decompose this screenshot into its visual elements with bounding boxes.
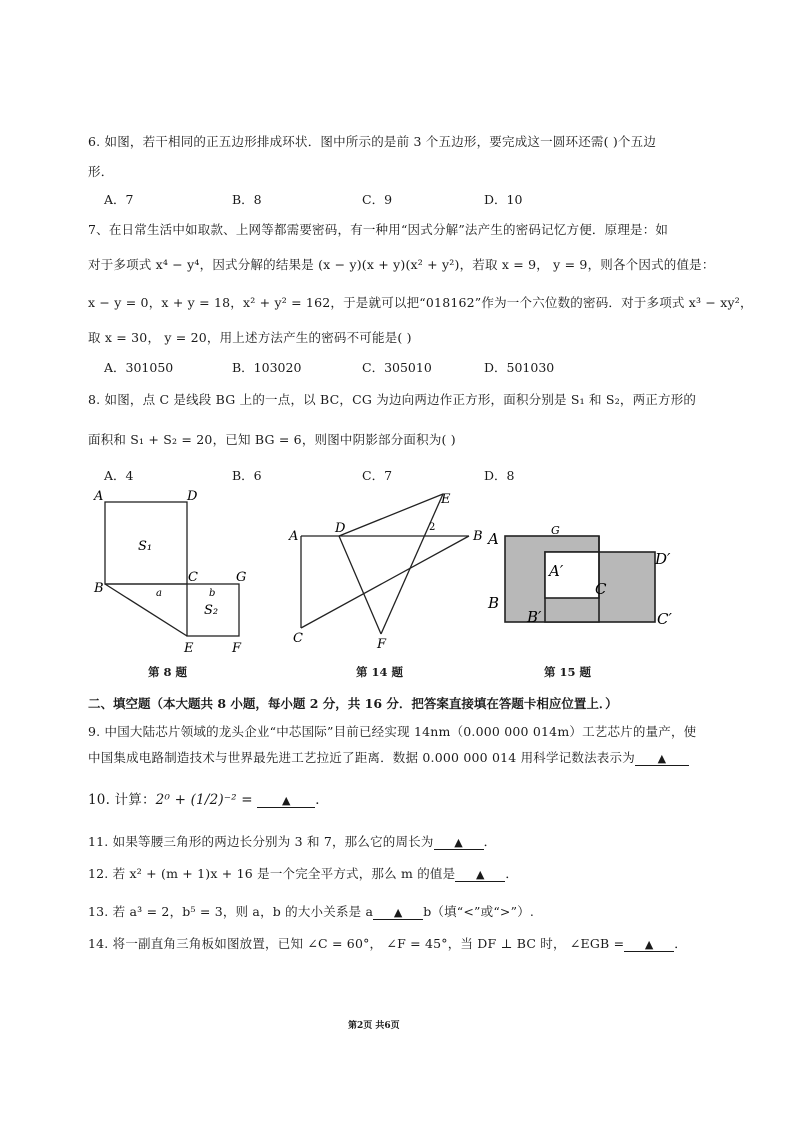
q6-option-d: D．10 (484, 192, 523, 207)
q7-option-c: C．305010 (362, 360, 432, 375)
q8-option-c: C．7 (362, 468, 393, 483)
label-g: G (236, 570, 247, 585)
label-a: A (94, 489, 104, 504)
label-b-small: b (209, 588, 216, 599)
angle-mark: 2 (429, 522, 436, 533)
label-s2: S₂ (204, 603, 219, 618)
q8-option-b: B．6 (232, 468, 262, 483)
segment-be (105, 584, 187, 636)
q7-line1: 7、在日常生活中如取款、上网等都需要密码，有一种用“因式分解”法产生的密码记忆方便．原理是：如 (88, 222, 669, 237)
label-a-small: a (156, 588, 162, 599)
label-c: C (595, 580, 607, 598)
q12-text: 12. 若 x² + (m + 1)x + 16 是一个完全平方式，那么 m 的值是 (88, 866, 456, 881)
label-b: B (473, 529, 483, 544)
segment-df (339, 536, 381, 634)
label-a-prime: A′ (549, 562, 564, 580)
q12-suffix: ． (505, 866, 519, 881)
q9-line1: 9. 中国大陆芯片领域的龙头企业“中芯国际”目前已经实现 14nm（0.000 000 014m）工艺芯片的量产，使 (88, 724, 697, 739)
q10-line (88, 788, 329, 808)
q14-line (88, 934, 687, 952)
figure-14-caption: 第 14 题 (356, 665, 404, 679)
q13-suffix: b（填“<”或“>”）. (423, 904, 535, 919)
q6-line1: 6. 如图，若干相同的正五边形排成环状．图中所示的是前 3 个五边形，要完成这一圆环还需( )个五边 (88, 134, 657, 149)
q6-option-b: B．8 (232, 192, 262, 207)
label-c: C (293, 631, 303, 646)
q11-line (88, 832, 496, 850)
q10-prefix: 10. 计算： (88, 792, 156, 808)
q13-answer-blank: ▲ (373, 906, 423, 920)
q10-answer-blank: ▲ (257, 794, 315, 808)
label-f: F (377, 637, 387, 652)
label-s1: S₁ (138, 539, 153, 554)
label-b: B (488, 594, 500, 612)
label-e: E (184, 641, 194, 656)
q9-answer-blank: ▲ (635, 752, 689, 766)
segment-cb (301, 536, 469, 628)
q6-option-a: A．7 (104, 192, 134, 207)
label-a: A (488, 530, 499, 548)
label-e: E (441, 491, 451, 507)
q11-text: 11. 如果等腰三角形的两边长分别为 3 和 7，那么它的周长为 (88, 834, 434, 849)
q7-line2: 对于多项式 x⁴ − y⁴，因式分解的结果是 (x − y)(x + y)(x² + y²)，若取 x = 9， y = 9，则各个因式的值是： (88, 257, 715, 272)
q13-line (88, 902, 534, 920)
q7-line3: x − y = 0，x + y = 18，x² + y² = 162，于是就可以把“018162”作为一个六位数的密码．对于多项式 x³ − xy²， (88, 295, 753, 310)
label-d-prime: D′ (655, 550, 671, 568)
figure-15-diagram (485, 518, 700, 636)
label-b-prime: B′ (527, 608, 542, 626)
figure-8-diagram (90, 486, 260, 658)
label-c: C (188, 570, 198, 585)
q7-line4: 取 x = 30， y = 20，用上述方法产生的密码不可能是( ) (88, 330, 412, 345)
page-footer: 第2页 共6页 (348, 1021, 400, 1031)
q9-text: 中国集成电路制造技术与世界最先进工艺拉近了距离．数据 0.000 000 014 用科学记数法表示为 (88, 750, 635, 765)
q12-line (88, 864, 518, 882)
q8-option-d: D．8 (484, 468, 515, 483)
q11-suffix: ． (483, 834, 497, 849)
q10-suffix: ． (315, 792, 329, 808)
q14-text: 14. 将一副直角三角板如图放置，已知 ∠C = 60°， ∠F = 45°，当 DF ⊥ BC 时， ∠EGB = (88, 936, 625, 951)
label-d: D (335, 521, 346, 536)
q10-expression: 2⁰ + (1/2)⁻² = (155, 792, 253, 808)
q7-option-a: A．301050 (104, 360, 174, 375)
label-a: A (289, 529, 299, 544)
label-d: D (187, 489, 198, 504)
q6-line2: 形． (88, 164, 114, 179)
label-c-prime: C′ (657, 610, 672, 628)
q14-suffix: ． (674, 936, 687, 951)
q8-option-a: A．4 (104, 468, 134, 483)
q8-line1: 8. 如图，点 C 是线段 BG 上的一点，以 BC，CG 为边向两边作正方形，面积分别是 S₁ 和 S₂，两正方形的 (88, 392, 697, 407)
q14-answer-blank: ▲ (624, 938, 674, 952)
q9-line2 (88, 748, 689, 766)
figure-15-caption: 第 15 题 (544, 665, 592, 679)
q7-option-b: B．103020 (232, 360, 302, 375)
figure-14-diagram (285, 486, 485, 658)
label-b: B (94, 581, 104, 596)
q7-option-d: D．501030 (484, 360, 555, 375)
q11-answer-blank: ▲ (434, 836, 484, 850)
q12-answer-blank: ▲ (455, 868, 505, 882)
label-g: G (551, 524, 560, 537)
figure-8-caption: 第 8 题 (148, 665, 188, 679)
q6-option-c: C．9 (362, 192, 393, 207)
q13-text: 13. 若 a³ = 2，b⁵ = 3，则 a，b 的大小关系是 a (88, 904, 374, 919)
label-f: F (232, 641, 242, 656)
section-heading: 二、填空题（本大题共 8 小题，每小题 2 分，共 16 分．把答案直接填在答题卡相应位置上．） (88, 696, 618, 711)
q8-line2: 面积和 S₁ + S₂ = 20，已知 BG = 6，则图中阴影部分面积为( ) (88, 432, 456, 447)
